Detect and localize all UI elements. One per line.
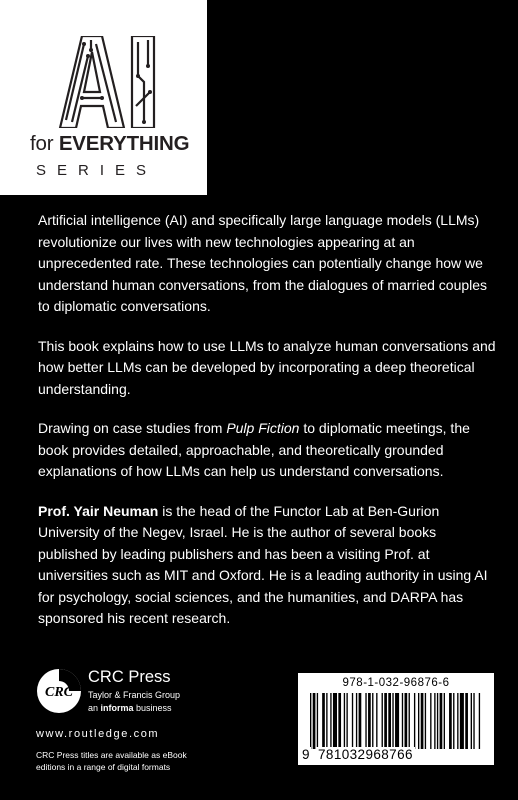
barcode-bar	[440, 693, 443, 749]
blurb-paragraph-2: This book explains how to use LLMs to analyze human conversations and how better LLMs can be developed by incorporating a deep theoretical understanding.	[38, 337, 496, 397]
crc-logo-text: CRC	[44, 685, 74, 700]
barcode-bar	[465, 693, 468, 749]
barcode-bar	[317, 693, 318, 749]
barcode-bar	[409, 693, 410, 749]
informa-line: an informa business	[88, 703, 172, 713]
barcode-bar	[437, 693, 438, 749]
barcode-bar	[313, 693, 316, 749]
ebook-note: CRC Press titles are available as eBook editions in a range of digital formats	[36, 750, 187, 772]
barcode-bar	[326, 693, 327, 749]
barcode-bar	[330, 693, 331, 749]
for-everything-text: for EVERYTHING	[30, 132, 190, 155]
barcode-bar	[425, 693, 426, 749]
barcode-bar	[430, 693, 431, 749]
barcode-bar	[457, 693, 458, 749]
barcode-bar	[392, 693, 393, 749]
barcode-bar	[473, 693, 474, 749]
barcode-bar	[453, 693, 454, 749]
barcode-bars	[310, 693, 482, 749]
barcode-bar	[344, 693, 345, 749]
barcode-bar	[421, 693, 424, 749]
crc-logo-icon	[36, 668, 82, 714]
barcode-digit-string: 781032968766	[318, 747, 413, 762]
isbn-number: 978-1-032-96876-6	[342, 677, 450, 689]
author-bio: Prof. Yair Neuman is the head of the Functor Lab at Ben-Gurion University of the Negev, Israel. He is the author of several books published by leading publishers and has been a visiting Prof. at universities such as MIT and Oxford. He is a leading authority in using AI for psychology, social sciences, and the humanities, and DARPA has sponsored his recent research.	[38, 502, 488, 626]
barcode-bar	[471, 693, 472, 749]
publisher-name: CRC Press	[88, 668, 171, 686]
barcode-bar	[382, 693, 383, 749]
barcode-bar	[414, 693, 415, 749]
barcode-bar	[444, 693, 445, 749]
series-text: SERIES	[36, 162, 158, 179]
barcode-bar	[333, 693, 337, 749]
barcode-bar	[384, 693, 387, 749]
barcode-bar	[338, 693, 341, 749]
blurb-paragraph-3: Drawing on case studies from Pulp Fiction to diplomatic meetings, the book provides detailed, approachable, and theoretically grounded explanations of how LLMs can help us understand conversations.	[38, 420, 470, 479]
publisher-url: www.routledge.com	[36, 728, 160, 740]
barcode-bar	[460, 693, 464, 749]
series-logo	[0, 0, 207, 195]
barcode-bar	[479, 693, 480, 749]
ai-circuit-letters	[58, 36, 158, 128]
barcode-bar	[352, 693, 353, 749]
ai-logo-text: AI	[58, 36, 59, 37]
isbn-barcode	[298, 673, 494, 765]
barcode-lead-digit: 9	[302, 747, 310, 762]
barcode-bar	[365, 693, 366, 749]
barcode-bar	[402, 693, 403, 749]
blurb	[38, 210, 498, 648]
barcode-bar	[434, 693, 435, 749]
barcode-bar	[359, 693, 362, 749]
barcode-bar	[372, 693, 373, 749]
barcode-bar	[356, 693, 357, 749]
barcode-bar	[418, 693, 419, 749]
barcode-bar	[346, 693, 347, 749]
publisher-group: Taylor & Francis Group	[88, 690, 181, 700]
barcode-bar	[322, 693, 325, 749]
author-name: Prof. Yair Neuman	[38, 502, 159, 519]
barcode-bar	[405, 693, 408, 749]
blurb-paragraph-1: Artificial intelligence (AI) and specifically large language models (LLMs) revolutionize our lives with new technologies appearing at an unprecedented rate. These technologies can potentially change how we understand human conversations, from the dialogues of married couples to diplomatic conversations.	[38, 212, 488, 314]
barcode-bar	[388, 693, 391, 749]
barcode-bar	[376, 693, 377, 749]
barcode-bar	[310, 693, 311, 749]
barcode-bar	[368, 693, 371, 749]
barcode-bar	[449, 693, 452, 749]
film-title: Pulp Fiction	[226, 420, 300, 436]
barcode-bar	[395, 693, 399, 749]
